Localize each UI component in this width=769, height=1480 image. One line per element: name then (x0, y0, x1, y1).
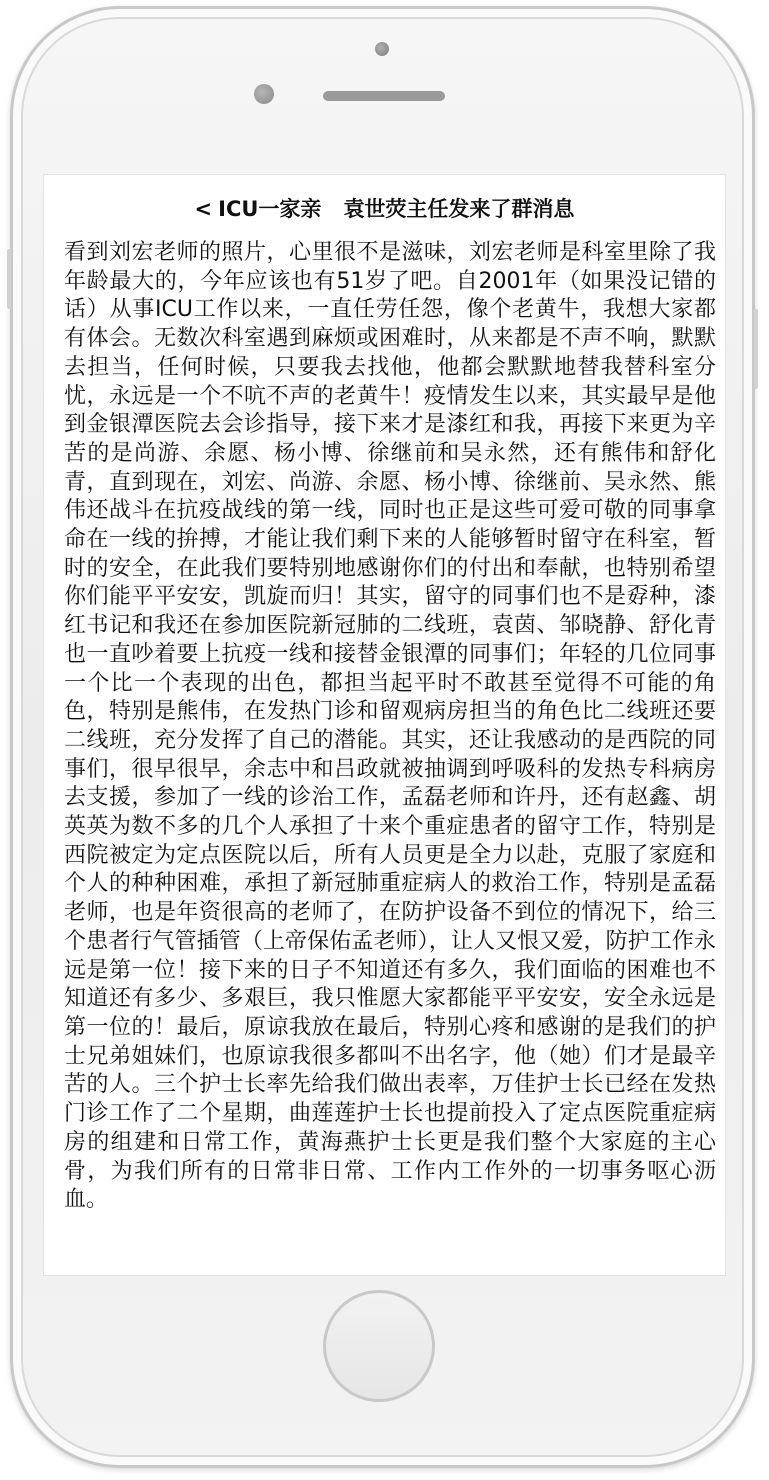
phone-screen (43, 174, 726, 1276)
power-button (754, 309, 758, 389)
chat-header (44, 193, 725, 223)
group-name[interactable]: ICU一家亲 (218, 197, 322, 221)
home-button-icon[interactable] (323, 1290, 435, 1402)
back-icon[interactable]: < (194, 197, 213, 221)
proximity-sensor-icon (375, 42, 389, 56)
group-message-text: 看到刘宏老师的照片，心里很不是滋味，刘宏老师是科室里除了我年龄最大的，今年应该也有51岁了吧。自2001年（如果没记错的话）从事ICU工作以来，一直任劳任怨，像个老黄牛，我想大家都有体会。无数次科室遇到麻烦或困难时，从来都是不声不响，默默去担当，任何时候，只要我去找他，他都会默默地替我替科室分忧，永远是一个不吭不声的老黄牛！疫情发生以来，其实最早是他到金银潭医院去会诊指导，接下来才是漆红和我，再接下来更为辛苦的是尚游、余愿、杨小博、徐继前和吴永然，还有熊伟和舒化青，直到现在，刘宏、尚游、余愿、杨小博、徐继前、吴永然、熊伟还战斗在抗疫战线的第一线，同时也正是这些可爱可敬的同事拿命在一线的拚搏，才能让我们剩下来的人能够暂时留守在科室，暂时的安全，在此我们要特别地感谢你们的付出和奉献，也特别希望你们能平平安安，凯旋而归！其实，留守的同事们也不是孬种，漆红书记和我还在参加医院新冠肺的二线班，袁茵、邹晓静、舒化青也一直吵着要上抗疫一线和接替金银潭的同事们；年轻的几位同事一个比一个表现的出色，都担当起平时不敢甚至觉得不可能的角色，特别是熊伟，在发热门诊和留观病房担当的角色比二线班还要二线班，充分发挥了自己的潜能。其实，还让我感动的是西院的同事们，很早很早，余志中和吕政就被抽调到呼吸科的发热专科病房去支援，参加了一线的诊治工作，孟磊老师和许丹，还有赵鑫、胡英英为数不多的几个人承担了十来个重症患者的留守工作，特别是西院被定为定点医院以后，所有人员更是全力以赴，克服了家庭和个人的种种困难，承担了新冠肺重症病人的救治工作，特别是孟磊老师，也是年资很高的老师了，在防护设备不到位的情况下，给三个患者行气管插管（上帝保佑孟老师），让人又恨又爱，防护工作永远是第一位！接下来的日子不知道还有多久，我们面临的困难也不知道还有多少、多艰巨，我只惟愿大家都能平平安安，安全永远是第一位的！最后，原谅我放在最后，特别心疼和感谢的是我们的护士兄弟姐妹们，也原谅我很多都叫不出名字，他（她）们才是最辛苦的人。三个护士长率先给我们做出表率，万佳护士长已经在发热门诊工作了二个星期，曲莲莲护士长也提前投入了定点医院重症病房的组建和日常工作，黄海燕护士长更是我们整个大家庭的主心骨，为我们所有的日常非日常、工作内工作外的一切事务呕心沥血。 (64, 240, 716, 1213)
front-camera-icon (254, 84, 274, 104)
notification-title: 袁世荧主任发来了群消息 (343, 197, 575, 221)
earpiece-speaker-icon (323, 91, 445, 101)
volume-button (7, 249, 11, 309)
